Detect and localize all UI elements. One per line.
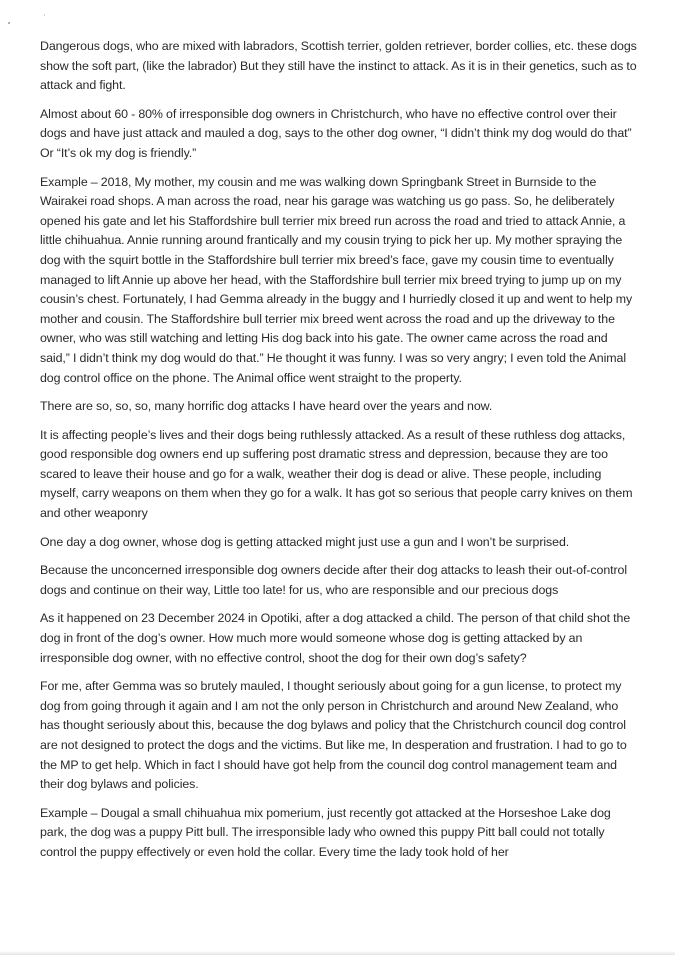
document-body (40, 37, 640, 872)
scan-speck (8, 22, 10, 24)
paragraph-example-dougal: Example – Dougal a small chihuahua mix pomerium, just recently got attacked at the Horseshoe Lake dog park, the dog was a puppy Pitt bull. The irresponsible lady who owned this puppy Pitt ball could not totally control the puppy effectively or even hold the collar. Every time the lady took hold of her (40, 805, 611, 859)
paragraph-unconcerned-owners: Because the unconcerned irresponsible dog owners decide after their dog attacks to leash their out-of-control dogs and continue on their way, Little too late! for us, who are responsible and our precious dogs (40, 563, 628, 597)
paragraph-affecting-lives: It is affecting people’s lives and their dogs being ruthlessly attacked. As a result of these ruthless dog attacks, good responsible dog owners end up suffering post dramatic stress and depression, because they are too scared to leave their house and go for a walk, weather their dog is dead or alive. These people, including myself, carry weapons on them when they go for a walk. It has got so serious that people carry knives on them and other weaponry (40, 427, 633, 521)
paragraph-horrific-attacks: There are so, so, so, many horrific dog attacks I have heard over the years and now. (40, 399, 493, 414)
scan-speck (44, 14, 45, 16)
paragraph-dangerous-dogs: Dangerous dogs, who are mixed with labradors, Scottish terrier, golden retriever, border collies, etc. these dogs show the soft part, (like the labrador) But they still have the instinct to attack. As it is in their genetics, such as to attack and fight. (40, 39, 637, 93)
paragraph-example-2018: Example – 2018, My mother, my cousin and me was walking down Springbank Street in Burnside to the Wairakei road shops. A man across the road, near his garage was watching us go pass. So, he deliberately opened his gate and let his Staffordshire bull terrier mix breed run across the road and tried to attack Annie, a little chihuahua. Annie running around frantically and my cousin trying to pick her up. My mother spraying the dog with the squirt bottle in the Staffordshire bull terrier mix breed’s face, gave my cousin time to eventually managed to lift Annie up above her head, with the Staffordshire bull terrier mix breed trying to jump up on my cousin’s chest. Fortunately, I had Gemma already in the buggy and I hurriedly closed it up and went to help my mother and cousin. The Staffordshire bull terrier mix breed went across the road and up the driveway to the owner, who was still watching and letting His dog back into his gate. The owner came across the road and said,” I didn’t think my dog would do that.” He thought it was funny. I was so very angry; I even told the Animal dog control office on the phone. The Animal office went straight to the property. (40, 174, 633, 385)
page-bottom-edge (0, 951, 675, 955)
paragraph-gun: One day a dog owner, whose dog is getting attacked might just use a gun and I won’t be surprised. (40, 534, 570, 549)
paragraph-irresponsible-owners: Almost about 60 - 80% of irresponsible dog owners in Christchurch, who have no effective control over their dogs and have just attack and mauled a dog, says to the other dog owner, “I didn’t think my dog would do that” Or “It’s ok my dog is friendly.” (40, 106, 632, 160)
paragraph-opotiki: As it happened on 23 December 2024 in Opotiki, after a dog attacked a child. The person of that child shot the dog in front of the dog’s owner. How much more would someone whose dog is getting attacked by an irresponsible dog owner, with no effective control, shoot the dog for their own dog’s safety? (40, 611, 631, 665)
paragraph-gun-license: For me, after Gemma was so brutely mauled, I thought seriously about going for a gun license, to protect my dog from going through it again and I am not the only person in Christchurch and around New Zealand, who has thought seriously about this, because the dog bylaws and policy that the Christchurch council dog control are not designed to protect the dogs and the victims. But like me, In desperation and frustration. I had to go to the MP to get help. Which in fact I should have got help from the council dog control management team and their dog bylaws and policies. (40, 679, 627, 792)
